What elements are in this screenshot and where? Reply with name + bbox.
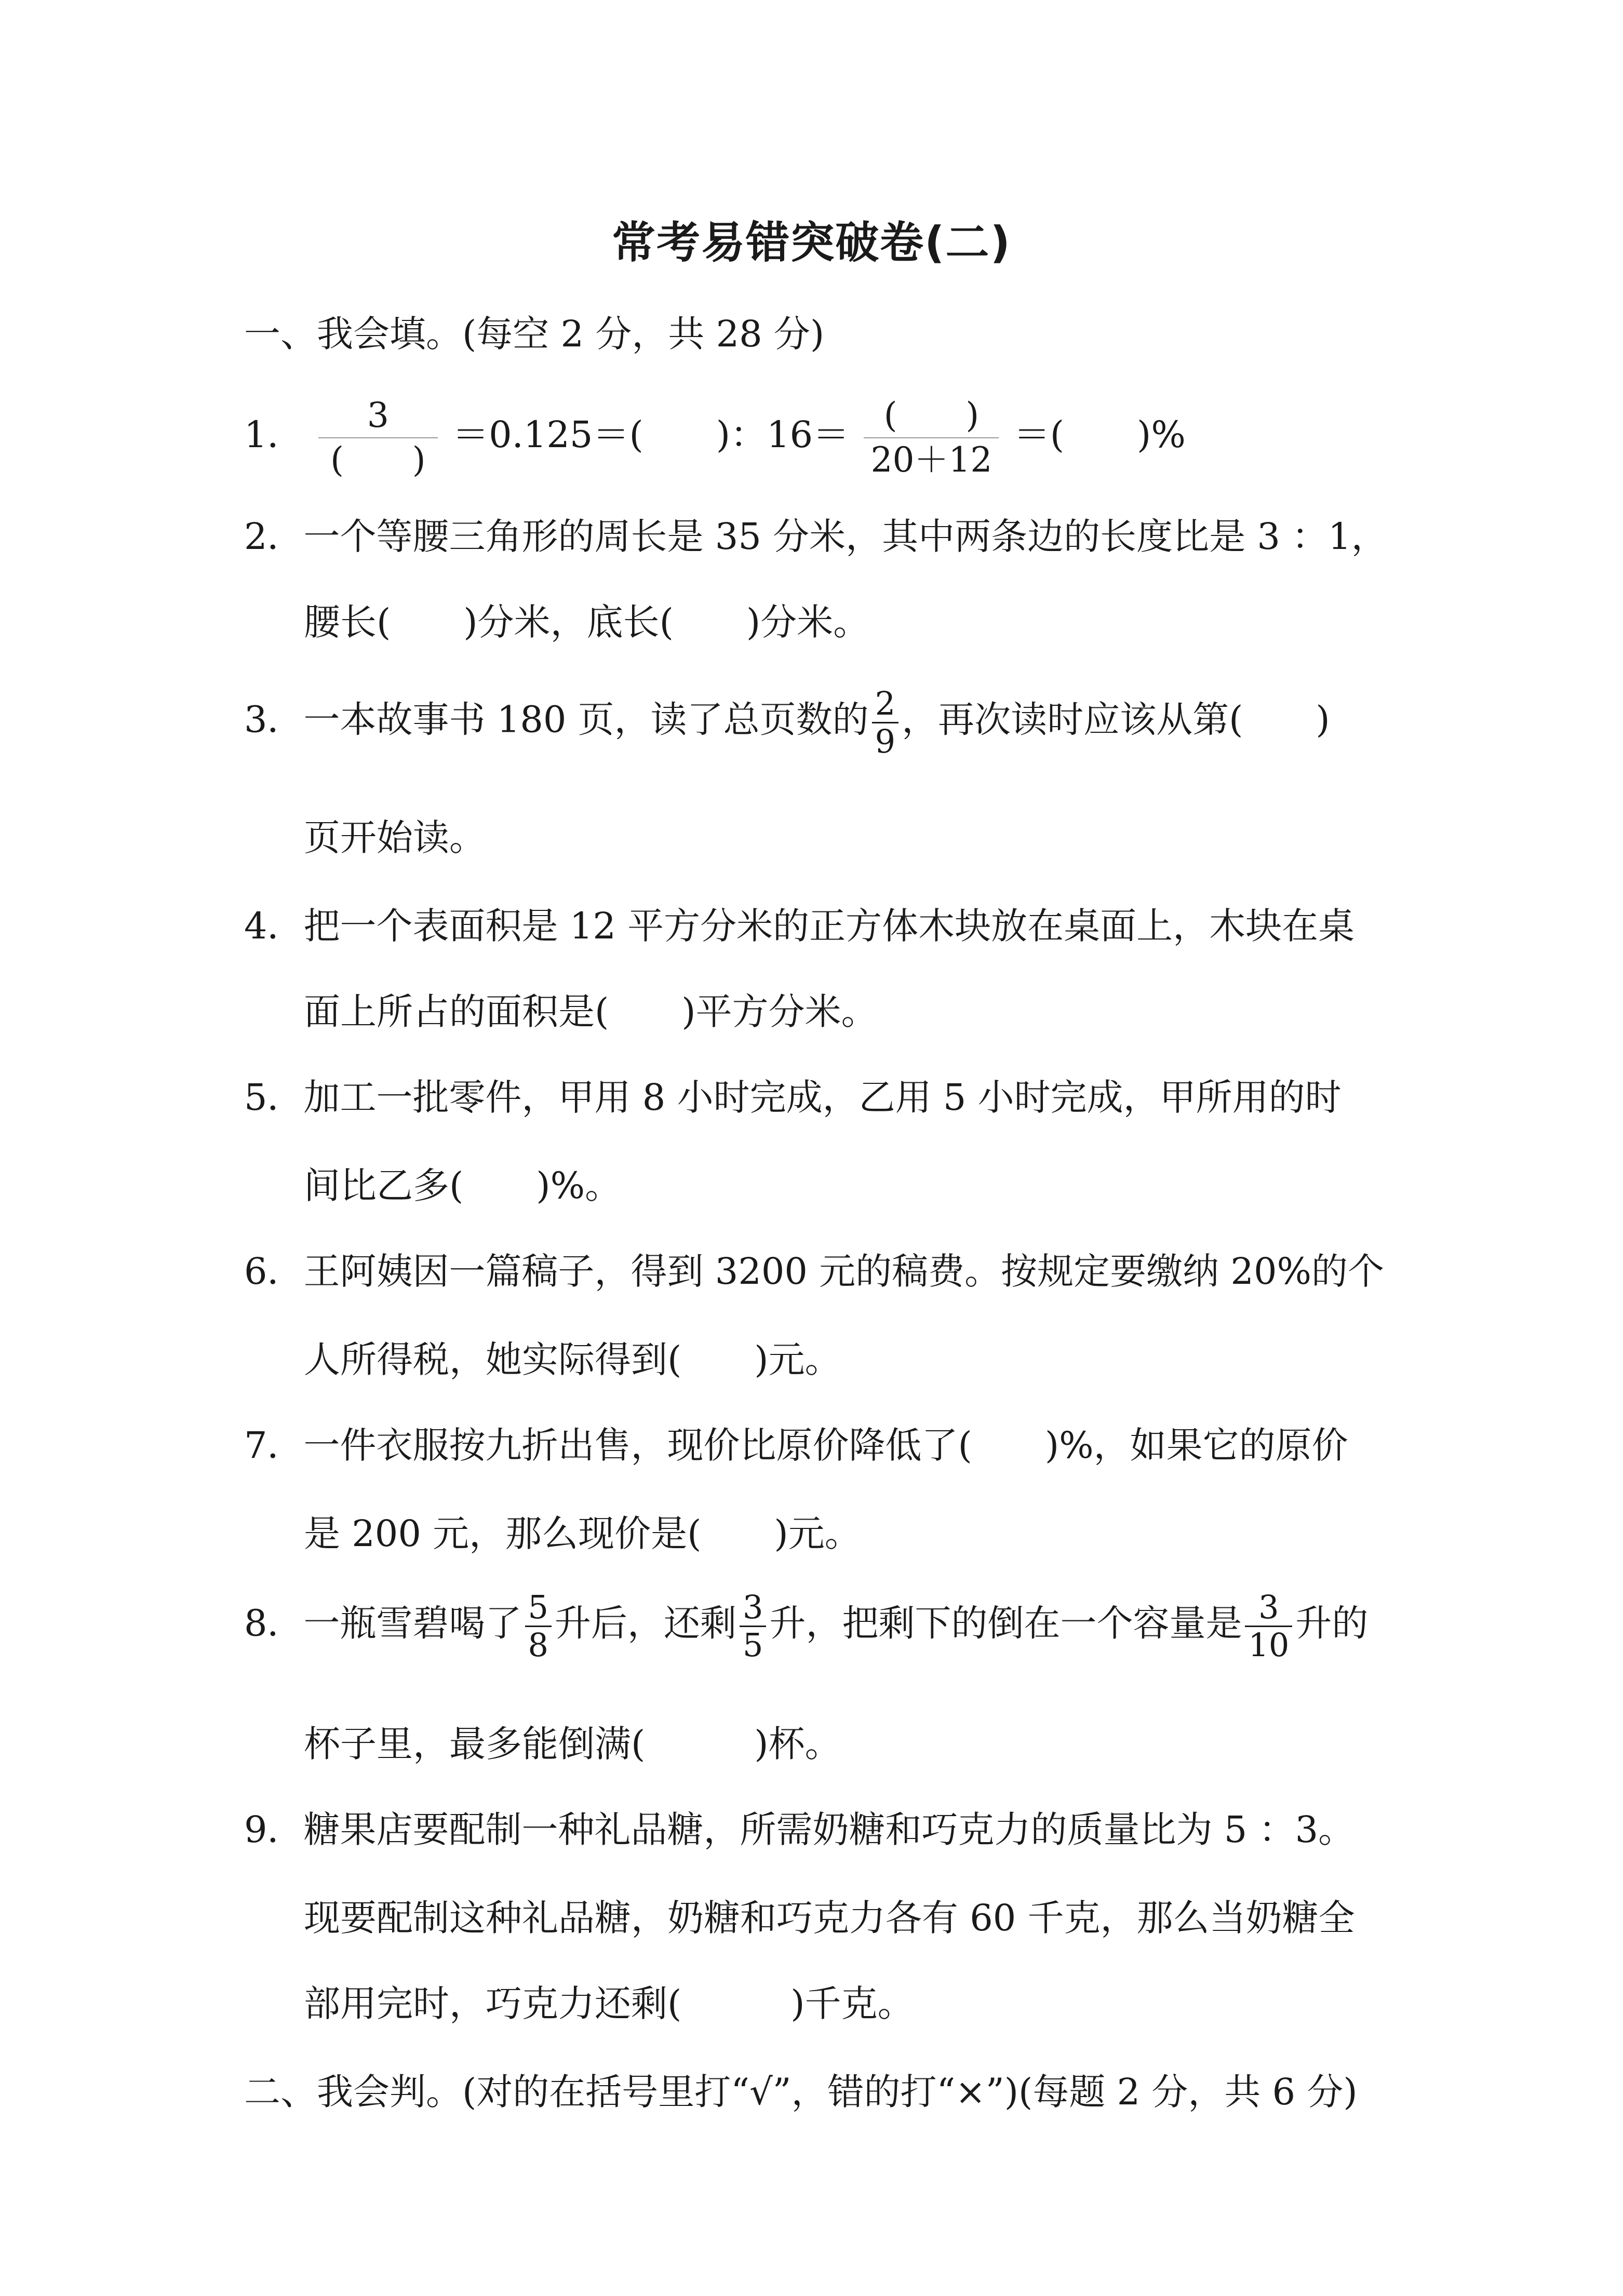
question-8-fraction-2 xyxy=(740,1589,766,1663)
question-3-line-2: 页开始读。 xyxy=(304,816,486,859)
question-8-line-2: 杯子里，最多能倒满( )杯。 xyxy=(304,1723,841,1765)
fraction-b-numerator: ( ) xyxy=(864,394,999,438)
fraction-a-numerator: 3 xyxy=(318,394,438,438)
fraction-b-denominator: 20＋12 xyxy=(870,440,992,480)
question-8-pre: 8．一瓶雪碧喝了 xyxy=(244,1602,522,1645)
question-1-end: ＝( )% xyxy=(1013,413,1186,456)
question-8-post: 升的 xyxy=(1295,1602,1369,1645)
question-3-numerator: 2 xyxy=(872,686,898,723)
question-8-line-1 xyxy=(244,1589,1368,1663)
question-8-fraction-3 xyxy=(1245,1589,1292,1663)
question-6-line-1: 6．王阿姨因一篇稿子，得到 3200 元的稿费。按规定要缴纳 20%的个 xyxy=(244,1250,1385,1293)
q8-f1-numerator: 5 xyxy=(525,1589,552,1627)
question-4-line-2: 面上所占的面积是( )平方分米。 xyxy=(304,990,878,1033)
q8-f3-denominator: 10 xyxy=(1248,1626,1290,1664)
question-1 xyxy=(244,394,1186,482)
question-1-fraction-b xyxy=(864,394,999,482)
question-3-fraction xyxy=(872,686,898,760)
question-3-denominator: 9 xyxy=(875,722,896,760)
question-9-line-2: 现要配制这种礼品糖，奶糖和巧克力各有 60 千克，那么当奶糖全 xyxy=(304,1897,1355,1939)
question-7-line-1: 7．一件衣服按九折出售，现价比原价降低了( )%，如果它的原价 xyxy=(244,1424,1348,1467)
q8-f2-denominator: 5 xyxy=(743,1626,763,1664)
question-5-line-2: 间比乙多( )%。 xyxy=(304,1164,622,1207)
question-4-line-1: 4．把一个表面积是 12 平方分米的正方体木块放在桌面上，木块在桌 xyxy=(244,905,1355,947)
question-1-middle: ＝0.125＝( )：16＝ xyxy=(452,413,850,456)
question-8-fraction-1 xyxy=(525,1589,552,1663)
question-2-line-2: 腰长( )分米，底长( )分米。 xyxy=(304,601,870,643)
question-7-line-2: 是 200 元，那么现价是( )元。 xyxy=(304,1512,861,1555)
q8-f2-numerator: 3 xyxy=(740,1589,766,1627)
question-1-number: 1． xyxy=(244,413,304,456)
section-2-header: 二、我会判。(对的在括号里打“√”，错的打“×”)(每题 2 分，共 6 分) xyxy=(244,2071,1358,2113)
question-9-line-3: 部用完时，巧克力还剩( )千克。 xyxy=(304,1982,914,2025)
q8-f1-denominator: 8 xyxy=(528,1626,548,1664)
q8-f3-numerator: 3 xyxy=(1245,1589,1292,1627)
fraction-a-denominator: ( ) xyxy=(330,440,426,480)
question-3-pre: 3．一本故事书 180 页，读了总页数的 xyxy=(244,698,869,741)
section-1-header: 一、我会填。(每空 2 分，共 28 分) xyxy=(244,313,825,355)
question-9-line-1: 9．糖果店要配制一种礼品糖，所需奶糖和巧克力的质量比为 5 ：3。 xyxy=(244,1808,1355,1851)
question-3-line-1 xyxy=(244,686,1330,760)
page-title: 常考易错突破卷(二) xyxy=(612,217,1011,268)
question-8-mid-1: 升后，还剩 xyxy=(555,1602,736,1645)
question-6-line-2: 人所得税，她实际得到( )元。 xyxy=(304,1338,841,1381)
question-3-post: ，再次读时应该从第( ) xyxy=(902,698,1330,741)
question-1-fraction-a xyxy=(318,394,438,482)
question-8-mid-2: 升，把剩下的倒在一个容量是 xyxy=(769,1602,1242,1645)
question-5-line-1: 5．加工一批零件，甲用 8 小时完成，乙用 5 小时完成，甲所用的时 xyxy=(244,1076,1342,1119)
question-2-line-1: 2．一个等腰三角形的周长是 35 分米，其中两条边的长度比是 3 ：1， xyxy=(244,515,1388,558)
